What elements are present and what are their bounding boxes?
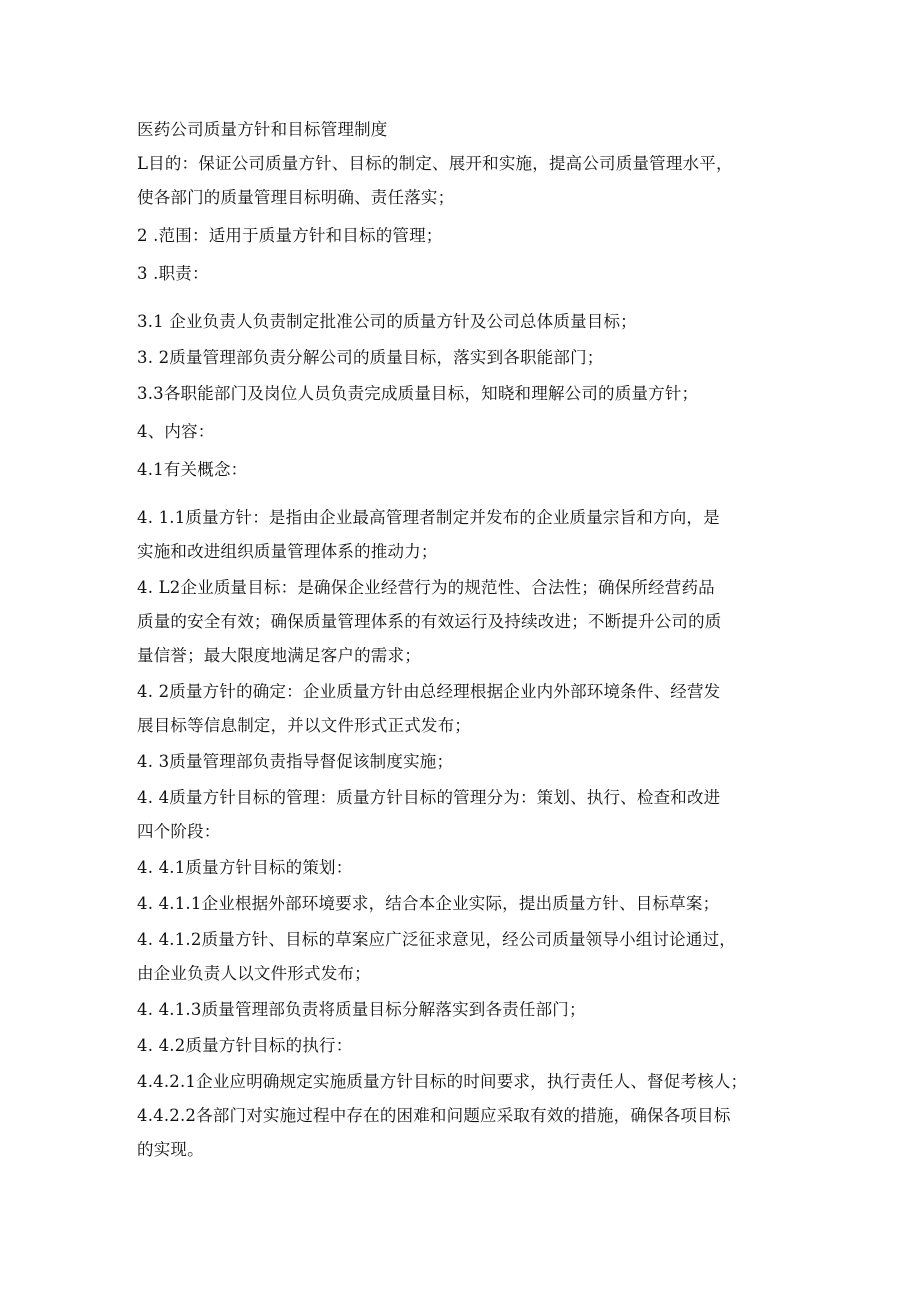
document-title: 医药公司质量方针和目标管理制度 (137, 120, 388, 139)
text-line: 2 .范围：适用于质量方针和目标的管理； (137, 226, 443, 245)
text-line: 4. 1.1质量方针：是指由企业最高管理者制定并发布的企业质量宗旨和方向，是 (137, 508, 720, 527)
text-line: 4. 2质量方针的确定：企业质量方针由总经理根据企业内外部环境条件、经营发 (137, 682, 721, 701)
text-line: 使各部门的质量管理目标明确、责任落实； (137, 188, 455, 207)
text-line: 4. L2企业质量目标：是确保企业经营行为的规范性、合法性；确保所经营药品 (137, 578, 715, 597)
text-line: 4. 4.1.1企业根据外部环境要求，结合本企业实际，提出质量方针、目标草案； (137, 894, 720, 913)
text-line: 的实现。 (137, 1140, 204, 1159)
text-line: 4.4.2.2各部门对实施过程中存在的困难和问题应采取有效的措施，确保各项目标 (137, 1106, 731, 1125)
text-line: 4.4.2.1企业应明确规定实施质量方针目标的时间要求，执行责任人、督促考核人； (137, 1072, 748, 1091)
text-line: 实施和改进组织质量管理体系的推动力； (137, 542, 438, 561)
text-line: 3. 2质量管理部负责分解公司的质量目标，落实到各职能部门； (137, 348, 604, 367)
text-line: 展目标等信息制定，并以文件形式正式发布； (137, 716, 471, 735)
text-line: 4. 4质量方针目标的管理：质量方针目标的管理分为：策划、执行、检查和改进 (137, 788, 721, 807)
text-line: 4. 4.2质量方针目标的执行： (137, 1036, 353, 1055)
text-line: 3.1 企业负责人负责制定批准公司的质量方针及公司总体质量目标； (137, 312, 637, 331)
text-line: 4. 3质量管理部负责指导督促该制度实施； (137, 752, 454, 771)
text-line: 由企业负责人以文件形式发布； (137, 964, 371, 983)
text-line: 4. 4.1.3质量管理部负责将质量目标分解落实到各责任部门； (137, 1000, 586, 1019)
text-line: 量信誉；最大限度地满足客户的需求； (137, 646, 421, 665)
text-line: 4、内容： (137, 422, 215, 441)
text-line: 质量的安全有效；确保质量管理体系的有效运行及持续改进；不断提升公司的质 (137, 612, 722, 631)
text-line: 4.1有关概念： (137, 460, 248, 479)
text-line: 4. 4.1质量方针目标的策划： (137, 858, 353, 877)
text-line: L目的：保证公司质量方针、目标的制定、展开和实施，提高公司质量管理水平， (137, 154, 733, 173)
text-line: 3 .职责： (137, 264, 209, 283)
text-line: 3.3各职能部门及岗位人员负责完成质量目标，知晓和理解公司的质量方针； (137, 384, 699, 403)
text-line: 四个阶段： (137, 822, 221, 841)
text-line: 4. 4.1.2质量方针、目标的草案应广泛征求意见，经公司质量领导小组讨论通过， (137, 930, 736, 949)
